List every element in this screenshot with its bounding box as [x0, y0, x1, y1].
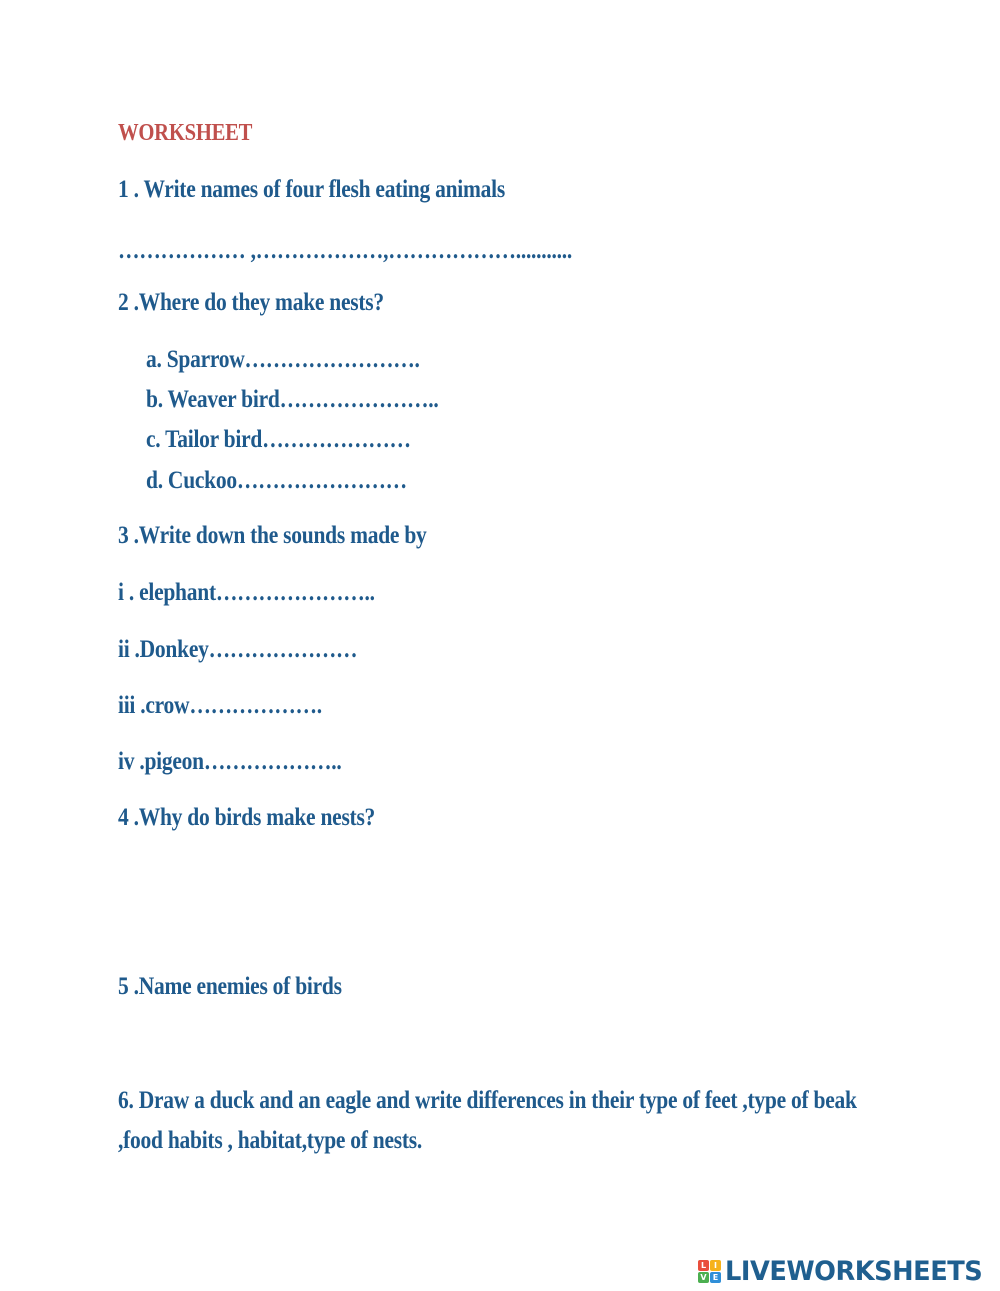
question-5: 5 .Name enemies of birds	[118, 973, 342, 1000]
logo-tile-i: I	[710, 1260, 721, 1271]
question-4: 4 .Why do birds make nests?	[118, 804, 376, 831]
logo-tile-l: L	[698, 1260, 709, 1271]
question-1: 1 . Write names of four flesh eating animals	[118, 176, 505, 203]
liveworksheets-logo-icon	[698, 1260, 721, 1283]
question-3-item-ii: ii .Donkey…………………	[118, 636, 358, 663]
question-2-item-c: c. Tailor bird…………………	[146, 426, 411, 453]
question-3: 3 .Write down the sounds made by	[118, 522, 427, 549]
logo-tile-e: E	[710, 1272, 721, 1283]
logo-tile-v: V	[698, 1272, 709, 1283]
question-2-item-b: b. Weaver bird…………………..	[146, 386, 439, 413]
question-3-item-iii: iii .crow……………….	[118, 692, 322, 719]
question-1-answer-line: ……………… ,………………,………………...........	[118, 237, 572, 264]
question-6: 6. Draw a duck and an eagle and write differences in their type of feet ,type of beak ,food habits , habitat,type of nests.	[118, 1087, 857, 1154]
question-2: 2 .Where do they make nests?	[118, 289, 384, 316]
worksheet-title: WORKSHEET	[118, 120, 253, 146]
liveworksheets-logo	[698, 1254, 996, 1288]
question-2-item-a: a. Sparrow…………………….	[146, 346, 420, 373]
liveworksheets-logo-text: LIVEWORKSHEETS	[725, 1255, 983, 1287]
question-2-item-d: d. Cuckoo……………………	[146, 467, 407, 494]
question-3-item-i: i . elephant…………………..	[118, 579, 375, 606]
question-3-item-iv: iv .pigeon………………..	[118, 748, 342, 775]
